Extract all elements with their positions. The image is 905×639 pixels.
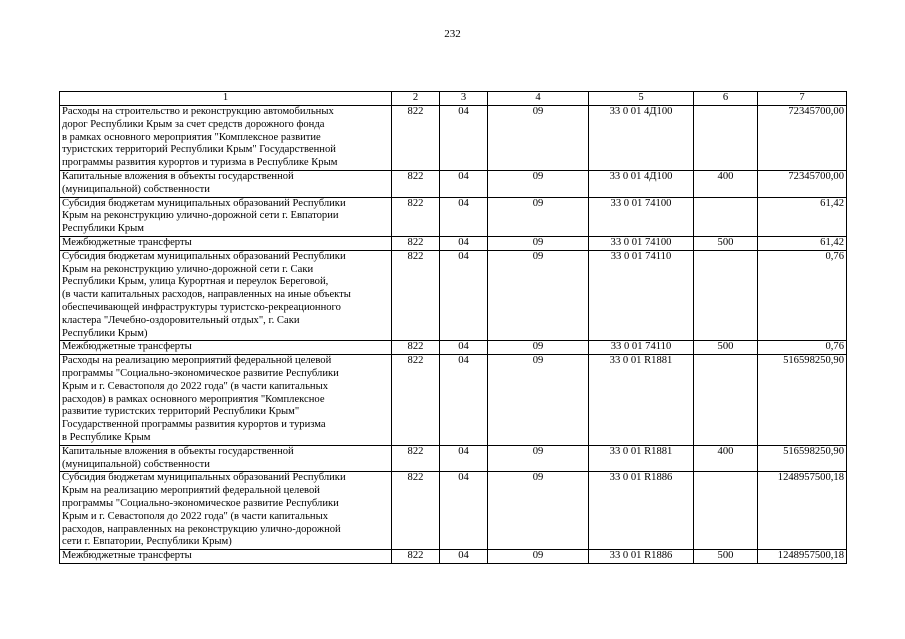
amount: 61,42 bbox=[758, 197, 847, 236]
description-line: Крым и г. Севастополя до 2022 года" (в части капитальных bbox=[62, 510, 328, 522]
description-line: (муниципальной) собственности bbox=[62, 458, 210, 470]
ministry-code: 822 bbox=[392, 341, 440, 355]
ministry-code: 822 bbox=[392, 106, 440, 171]
expense-type-code bbox=[694, 472, 758, 550]
ministry-code: 822 bbox=[392, 355, 440, 446]
ministry-code: 822 bbox=[392, 236, 440, 250]
column-header-1: 1 bbox=[60, 92, 392, 106]
description-line: сети г. Евпатории, Республики Крым) bbox=[62, 536, 232, 548]
description-line: в Республике Крым bbox=[62, 431, 151, 443]
table-row bbox=[60, 197, 847, 236]
column-header-4: 4 bbox=[488, 92, 589, 106]
description-line: обеспечивающей инфраструктуры туристско-рекреационного bbox=[62, 301, 341, 313]
amount: 516598250,90 bbox=[758, 445, 847, 472]
target-article-code: 33 0 01 R1881 bbox=[589, 445, 694, 472]
description-line: Капитальные вложения в объекты государственной bbox=[62, 445, 294, 457]
description-line: программы "Социально-экономическое развитие Республики bbox=[62, 367, 339, 379]
description-line: Субсидия бюджетам муниципальных образований Республики bbox=[62, 472, 346, 484]
description-line: Капитальные вложения в объекты государственной bbox=[62, 170, 294, 182]
table-row bbox=[60, 170, 847, 197]
target-article-code: 33 0 01 R1886 bbox=[589, 550, 694, 564]
target-article-code: 33 0 01 4Д100 bbox=[589, 106, 694, 171]
expense-type-code bbox=[694, 106, 758, 171]
description-line: Государственной программы развития курортов и туризма bbox=[62, 419, 326, 431]
budget-table bbox=[59, 91, 847, 564]
section-code: 04 bbox=[440, 236, 488, 250]
section-code: 04 bbox=[440, 250, 488, 341]
target-article-code: 33 0 01 74100 bbox=[589, 236, 694, 250]
table-row bbox=[60, 250, 847, 341]
column-header-5: 5 bbox=[589, 92, 694, 106]
expense-type-code bbox=[694, 197, 758, 236]
subsection-code: 09 bbox=[488, 550, 589, 564]
column-header-6: 6 bbox=[694, 92, 758, 106]
description-line: программы "Социально-экономическое развитие Республики bbox=[62, 497, 339, 509]
expense-description bbox=[60, 445, 392, 472]
description-line: в рамках основного мероприятия "Комплексное развитие bbox=[62, 131, 321, 143]
description-line: дорог Республики Крым за счет средств дорожного фонда bbox=[62, 118, 325, 130]
expense-description bbox=[60, 170, 392, 197]
ministry-code: 822 bbox=[392, 445, 440, 472]
ministry-code: 822 bbox=[392, 472, 440, 550]
expense-description bbox=[60, 341, 392, 355]
subsection-code: 09 bbox=[488, 197, 589, 236]
expense-description bbox=[60, 355, 392, 446]
table-row bbox=[60, 445, 847, 472]
expense-type-code: 500 bbox=[694, 236, 758, 250]
ministry-code: 822 bbox=[392, 250, 440, 341]
expense-type-code: 400 bbox=[694, 170, 758, 197]
amount: 1248957500,18 bbox=[758, 550, 847, 564]
target-article-code: 33 0 01 74110 bbox=[589, 341, 694, 355]
description-line: (в части капитальных расходов, направленных на иные объекты bbox=[62, 289, 351, 301]
description-line: программы развития курортов и туризма в Республике Крым bbox=[62, 157, 338, 169]
description-line: Республики Крым, улица Курортная и переулок Береговой, bbox=[62, 276, 329, 288]
description-line: развитие туристских территорий Республики Крым" bbox=[62, 406, 300, 418]
amount: 0,76 bbox=[758, 341, 847, 355]
column-header-3: 3 bbox=[440, 92, 488, 106]
section-code: 04 bbox=[440, 106, 488, 171]
amount: 516598250,90 bbox=[758, 355, 847, 446]
description-line: Расходы на реализацию мероприятий федеральной целевой bbox=[62, 355, 332, 367]
subsection-code: 09 bbox=[488, 236, 589, 250]
section-code: 04 bbox=[440, 197, 488, 236]
target-article-code: 33 0 01 4Д100 bbox=[589, 170, 694, 197]
subsection-code: 09 bbox=[488, 355, 589, 446]
subsection-code: 09 bbox=[488, 106, 589, 171]
ministry-code: 822 bbox=[392, 197, 440, 236]
description-line: расходов, направленных на реконструкцию улично-дорожной bbox=[62, 523, 341, 535]
expense-description bbox=[60, 197, 392, 236]
description-line: Крым на реконструкцию улично-дорожной сети г. Евпатории bbox=[62, 210, 339, 222]
section-code: 04 bbox=[440, 170, 488, 197]
subsection-code: 09 bbox=[488, 445, 589, 472]
description-line: Крым и г. Севастополя до 2022 года" (в части капитальных bbox=[62, 380, 328, 392]
expense-type-code: 400 bbox=[694, 445, 758, 472]
description-line: Расходы на строительство и реконструкцию автомобильных bbox=[62, 106, 334, 117]
subsection-code: 09 bbox=[488, 250, 589, 341]
expense-description bbox=[60, 236, 392, 250]
target-article-code: 33 0 01 74110 bbox=[589, 250, 694, 341]
description-line: туристских территорий Республики Крым" Государственной bbox=[62, 144, 336, 156]
target-article-code: 33 0 01 R1886 bbox=[589, 472, 694, 550]
amount: 1248957500,18 bbox=[758, 472, 847, 550]
section-code: 04 bbox=[440, 472, 488, 550]
description-line: Республики Крым) bbox=[62, 327, 148, 339]
subsection-code: 09 bbox=[488, 341, 589, 355]
table-row bbox=[60, 355, 847, 446]
amount: 0,76 bbox=[758, 250, 847, 341]
amount: 72345700,00 bbox=[758, 170, 847, 197]
expense-type-code bbox=[694, 250, 758, 341]
description-line: кластера "Лечебно-оздоровительный отдых", г. Саки bbox=[62, 314, 300, 326]
table-row bbox=[60, 236, 847, 250]
table-row bbox=[60, 106, 847, 171]
description-line: Субсидия бюджетам муниципальных образований Республики bbox=[62, 250, 346, 262]
description-line: расходов) в рамках основного мероприятия "Комплексное bbox=[62, 393, 325, 405]
ministry-code: 822 bbox=[392, 170, 440, 197]
target-article-code: 33 0 01 R1881 bbox=[589, 355, 694, 446]
expense-description bbox=[60, 550, 392, 564]
description-line: (муниципальной) собственности bbox=[62, 183, 210, 195]
subsection-code: 09 bbox=[488, 472, 589, 550]
table-row bbox=[60, 472, 847, 550]
column-header-2: 2 bbox=[392, 92, 440, 106]
amount: 61,42 bbox=[758, 236, 847, 250]
expense-type-code: 500 bbox=[694, 550, 758, 564]
table-body bbox=[60, 106, 847, 564]
description-line: Межбюджетные трансферты bbox=[62, 341, 192, 353]
description-line: Межбюджетные трансферты bbox=[62, 236, 192, 248]
expense-description bbox=[60, 472, 392, 550]
expense-type-code: 500 bbox=[694, 341, 758, 355]
description-line: Субсидия бюджетам муниципальных образований Республики bbox=[62, 197, 346, 209]
description-line: Крым на реконструкцию улично-дорожной сети г. Саки bbox=[62, 263, 314, 275]
expense-type-code bbox=[694, 355, 758, 446]
section-code: 04 bbox=[440, 445, 488, 472]
description-line: Межбюджетные трансферты bbox=[62, 550, 192, 562]
expense-description bbox=[60, 106, 392, 171]
section-code: 04 bbox=[440, 550, 488, 564]
column-header-7: 7 bbox=[758, 92, 847, 106]
section-code: 04 bbox=[440, 341, 488, 355]
expense-description bbox=[60, 250, 392, 341]
table-row bbox=[60, 341, 847, 355]
amount: 72345700,00 bbox=[758, 106, 847, 171]
section-code: 04 bbox=[440, 355, 488, 446]
description-line: Республики Крым bbox=[62, 223, 144, 235]
ministry-code: 822 bbox=[392, 550, 440, 564]
table-row bbox=[60, 550, 847, 564]
description-line: Крым на реализацию мероприятий федеральной целевой bbox=[62, 485, 320, 497]
column-header-row bbox=[60, 92, 847, 106]
subsection-code: 09 bbox=[488, 170, 589, 197]
target-article-code: 33 0 01 74100 bbox=[589, 197, 694, 236]
page-number: 232 bbox=[444, 28, 461, 40]
